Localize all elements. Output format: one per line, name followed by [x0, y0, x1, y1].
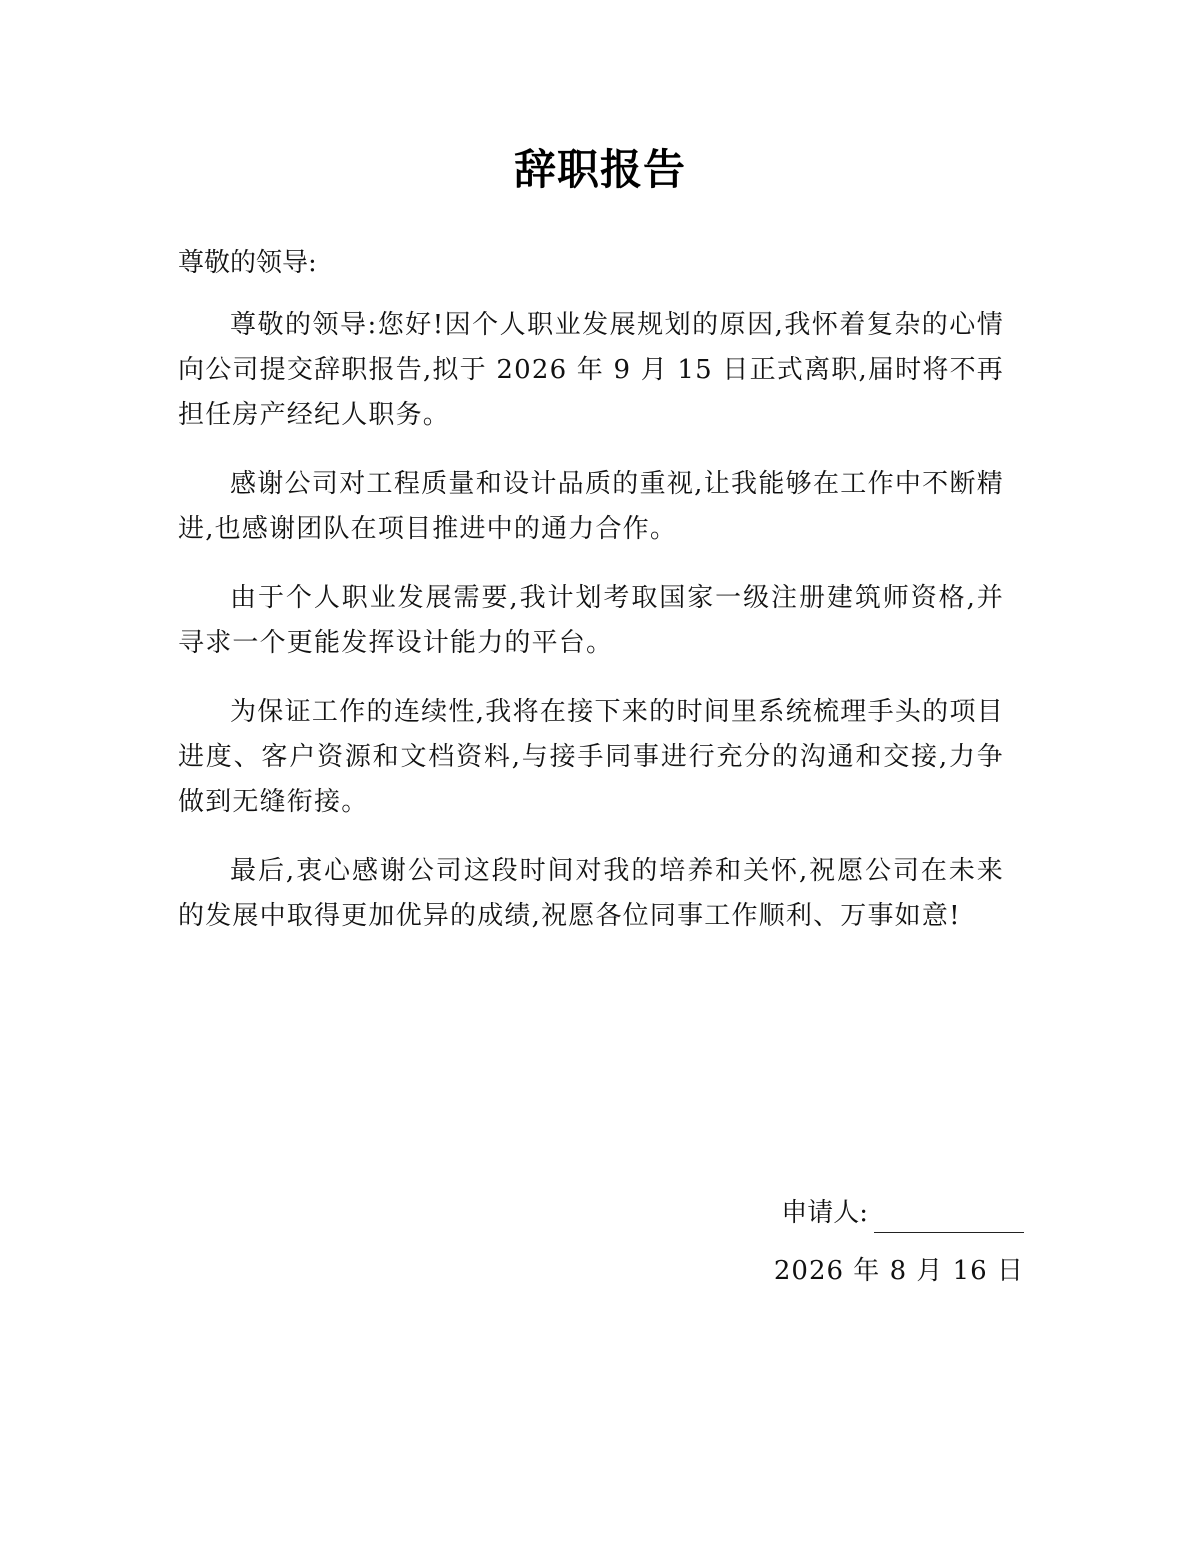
paragraph-closing: 最后,衷心感谢公司这段时间对我的培养和关怀,祝愿公司在未来的发展中取得更加优异的成绩,祝愿各位同事工作顺利、万事如意! — [178, 856, 1004, 931]
document-title: 辞职报告 — [513, 145, 686, 194]
salutation: 尊敬的领导: — [178, 248, 317, 278]
paragraph-thanks: 感谢公司对工程质量和设计品质的重视,让我能够在工作中不断精进,也感谢团队在项目推进中的通力合作。 — [178, 469, 1004, 544]
applicant-label: 申请人: — [781, 1198, 868, 1228]
letter-body — [178, 303, 1004, 963]
paragraph-handover: 为保证工作的连续性,我将在接下来的时间里系统梳理手头的项目进度、客户资源和文档资料,与接手同事进行充分的沟通和交接,力争做到无缝衔接。 — [178, 697, 1004, 817]
applicant-row — [774, 1193, 1024, 1233]
paragraph-reason: 由于个人职业发展需要,我计划考取国家一级注册建筑师资格,并寻求一个更能发挥设计能力的平台。 — [178, 583, 1004, 658]
signature-line — [874, 1202, 1024, 1233]
signature-date: 2026 年 8 月 16 日 — [773, 1256, 1024, 1286]
paragraph-intro: 尊敬的领导:您好!因个人职业发展规划的原因,我怀着复杂的心情向公司提交辞职报告,拟于 2026 年 9 月 15 日正式离职,届时将不再担任房产经纪人职务。 — [178, 310, 1004, 430]
signature-block — [774, 1193, 1024, 1291]
